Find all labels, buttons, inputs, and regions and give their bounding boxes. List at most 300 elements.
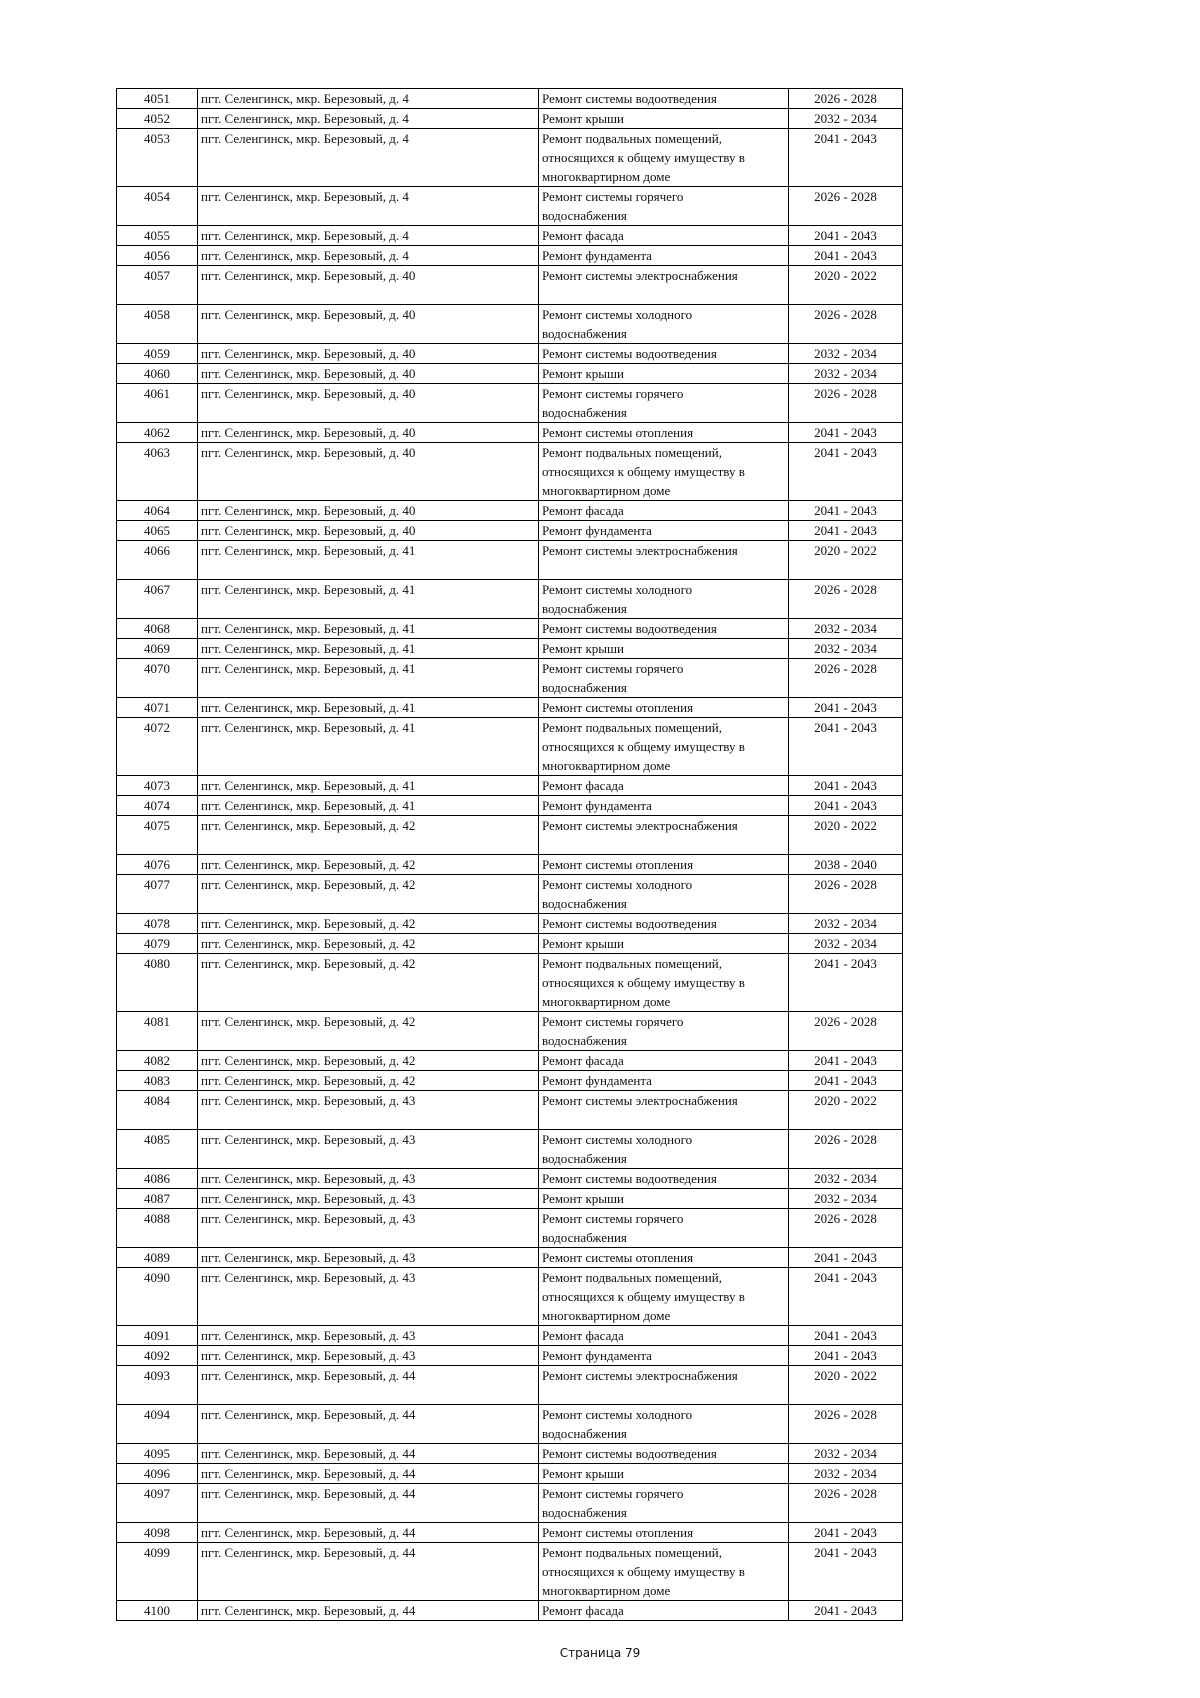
work-type-cell <box>539 1523 789 1543</box>
work-type-line: водоснабжения <box>542 1230 627 1245</box>
period-cell: 2026 - 2028 <box>789 1012 903 1051</box>
work-type-line: Ремонт крыши <box>542 936 624 951</box>
work-type-line: Ремонт подвальных помещений, <box>542 445 722 460</box>
table-row <box>117 816 903 855</box>
table-row <box>117 1012 903 1051</box>
work-type-line: Ремонт системы отопления <box>542 700 694 715</box>
work-type-line: относящихся к общему имуществу в <box>542 739 745 754</box>
work-type-cell <box>539 796 789 816</box>
table-row <box>117 1464 903 1484</box>
period-cell: 2032 - 2034 <box>789 1444 903 1464</box>
period-cell: 2032 - 2034 <box>789 1464 903 1484</box>
row-number: 4053 <box>117 129 198 187</box>
work-type-line: Ремонт фундамента <box>542 798 652 813</box>
row-number: 4096 <box>117 1464 198 1484</box>
period-cell: 2026 - 2028 <box>789 384 903 423</box>
work-type-line: водоснабжения <box>542 208 627 223</box>
work-type-line <box>542 285 785 304</box>
address-cell: пгт. Селенгинск, мкр. Березовый, д. 42 <box>198 1071 539 1091</box>
work-type-cell <box>539 344 789 364</box>
table-row <box>117 619 903 639</box>
work-type-line: Ремонт крыши <box>542 1466 624 1481</box>
row-number: 4089 <box>117 1248 198 1268</box>
work-type-line: Ремонт фундамента <box>542 523 652 538</box>
work-type-line: Ремонт системы водоотведения <box>542 916 717 931</box>
row-number: 4077 <box>117 875 198 914</box>
period-cell: 2041 - 2043 <box>789 1543 903 1601</box>
row-number: 4069 <box>117 639 198 659</box>
row-number: 4052 <box>117 109 198 129</box>
row-number: 4094 <box>117 1405 198 1444</box>
period-cell: 2041 - 2043 <box>789 1346 903 1366</box>
period-cell: 2020 - 2022 <box>789 1366 903 1405</box>
row-number: 4078 <box>117 914 198 934</box>
work-type-cell <box>539 187 789 226</box>
work-type-line: Ремонт фасада <box>542 503 624 518</box>
period-cell: 2041 - 2043 <box>789 776 903 796</box>
work-type-cell <box>539 226 789 246</box>
table-row <box>117 423 903 443</box>
address-cell: пгт. Селенгинск, мкр. Березовый, д. 41 <box>198 698 539 718</box>
period-cell: 2026 - 2028 <box>789 187 903 226</box>
work-type-line: водоснабжения <box>542 1426 627 1441</box>
work-type-line: относящихся к общему имуществу в <box>542 975 745 990</box>
period-cell: 2026 - 2028 <box>789 659 903 698</box>
work-type-line: Ремонт системы отопления <box>542 425 694 440</box>
work-type-cell <box>539 364 789 384</box>
address-cell: пгт. Селенгинск, мкр. Березовый, д. 43 <box>198 1130 539 1169</box>
row-number: 4091 <box>117 1326 198 1346</box>
table-row <box>117 914 903 934</box>
work-type-cell <box>539 954 789 1012</box>
row-number: 4100 <box>117 1601 198 1621</box>
period-cell: 2041 - 2043 <box>789 521 903 541</box>
work-type-cell <box>539 109 789 129</box>
work-type-cell <box>539 659 789 698</box>
work-type-line <box>542 560 785 579</box>
row-number: 4070 <box>117 659 198 698</box>
address-cell: пгт. Селенгинск, мкр. Березовый, д. 4 <box>198 89 539 109</box>
table-row <box>117 659 903 698</box>
address-cell: пгт. Селенгинск, мкр. Березовый, д. 42 <box>198 1051 539 1071</box>
table-row <box>117 1130 903 1169</box>
work-type-line: Ремонт системы холодного <box>542 307 693 322</box>
row-number: 4080 <box>117 954 198 1012</box>
address-cell: пгт. Селенгинск, мкр. Березовый, д. 44 <box>198 1601 539 1621</box>
work-type-line: Ремонт подвальных помещений, <box>542 131 722 146</box>
work-type-cell <box>539 1248 789 1268</box>
period-cell: 2041 - 2043 <box>789 698 903 718</box>
period-cell: 2032 - 2034 <box>789 344 903 364</box>
work-type-cell <box>539 698 789 718</box>
work-type-line: Ремонт системы отопления <box>542 1250 694 1265</box>
work-type-line: Ремонт фасада <box>542 228 624 243</box>
table-row <box>117 1484 903 1523</box>
period-cell: 2038 - 2040 <box>789 855 903 875</box>
table-row <box>117 226 903 246</box>
row-number: 4093 <box>117 1366 198 1405</box>
row-number: 4099 <box>117 1543 198 1601</box>
table-row <box>117 855 903 875</box>
table-row <box>117 1209 903 1248</box>
work-type-cell <box>539 1484 789 1523</box>
work-type-line: Ремонт системы водоотведения <box>542 1171 717 1186</box>
work-type-line: Ремонт фасада <box>542 1603 624 1618</box>
work-type-cell <box>539 129 789 187</box>
address-cell: пгт. Селенгинск, мкр. Березовый, д. 40 <box>198 305 539 344</box>
work-type-cell <box>539 855 789 875</box>
row-number: 4060 <box>117 364 198 384</box>
work-type-line: водоснабжения <box>542 601 627 616</box>
work-type-cell <box>539 501 789 521</box>
work-type-line: Ремонт системы электроснабжения <box>542 268 738 283</box>
table-row <box>117 1405 903 1444</box>
period-cell: 2041 - 2043 <box>789 1248 903 1268</box>
work-type-cell <box>539 1071 789 1091</box>
table-row <box>117 521 903 541</box>
work-type-cell <box>539 914 789 934</box>
table-row <box>117 541 903 580</box>
work-type-line: Ремонт крыши <box>542 366 624 381</box>
table-row <box>117 1169 903 1189</box>
address-cell: пгт. Селенгинск, мкр. Березовый, д. 41 <box>198 619 539 639</box>
work-type-line: многоквартирном доме <box>542 483 671 498</box>
address-cell: пгт. Селенгинск, мкр. Березовый, д. 44 <box>198 1444 539 1464</box>
work-type-cell <box>539 384 789 423</box>
address-cell: пгт. Селенгинск, мкр. Березовый, д. 42 <box>198 855 539 875</box>
page-number: Страница 79 <box>559 1646 641 1660</box>
table-row <box>117 501 903 521</box>
work-type-line: водоснабжения <box>542 1033 627 1048</box>
table-row <box>117 443 903 501</box>
address-cell: пгт. Селенгинск, мкр. Березовый, д. 4 <box>198 129 539 187</box>
table-row <box>117 305 903 344</box>
work-type-cell <box>539 816 789 855</box>
work-type-line <box>542 1110 785 1129</box>
period-cell: 2032 - 2034 <box>789 934 903 954</box>
address-cell: пгт. Селенгинск, мкр. Березовый, д. 4 <box>198 109 539 129</box>
work-type-cell <box>539 443 789 501</box>
table-body <box>117 89 903 1621</box>
period-cell: 2041 - 2043 <box>789 1601 903 1621</box>
row-number: 4074 <box>117 796 198 816</box>
row-number: 4082 <box>117 1051 198 1071</box>
address-cell: пгт. Селенгинск, мкр. Березовый, д. 40 <box>198 266 539 305</box>
table-row <box>117 1189 903 1209</box>
table-row <box>117 89 903 109</box>
period-cell: 2026 - 2028 <box>789 875 903 914</box>
work-type-line: Ремонт системы горячего <box>542 386 684 401</box>
work-type-cell <box>539 1326 789 1346</box>
work-type-line: Ремонт системы отопления <box>542 857 694 872</box>
period-cell: 2032 - 2034 <box>789 619 903 639</box>
repair-schedule-table <box>116 88 903 1621</box>
row-number: 4085 <box>117 1130 198 1169</box>
work-type-line: Ремонт системы электроснабжения <box>542 1093 738 1108</box>
work-type-line: относящихся к общему имуществу в <box>542 1564 745 1579</box>
row-number: 4058 <box>117 305 198 344</box>
address-cell: пгт. Селенгинск, мкр. Березовый, д. 41 <box>198 718 539 776</box>
table-row <box>117 109 903 129</box>
work-type-line: Ремонт фасада <box>542 1053 624 1068</box>
row-number: 4067 <box>117 580 198 619</box>
table-row <box>117 364 903 384</box>
period-cell: 2041 - 2043 <box>789 1268 903 1326</box>
period-cell: 2041 - 2043 <box>789 1051 903 1071</box>
period-cell: 2026 - 2028 <box>789 305 903 344</box>
row-number: 4097 <box>117 1484 198 1523</box>
row-number: 4065 <box>117 521 198 541</box>
work-type-cell <box>539 776 789 796</box>
table-row <box>117 875 903 914</box>
work-type-cell <box>539 1464 789 1484</box>
work-type-line: многоквартирном доме <box>542 994 671 1009</box>
address-cell: пгт. Селенгинск, мкр. Березовый, д. 42 <box>198 816 539 855</box>
work-type-line: относящихся к общему имуществу в <box>542 1289 745 1304</box>
row-number: 4090 <box>117 1268 198 1326</box>
period-cell: 2026 - 2028 <box>789 1130 903 1169</box>
address-cell: пгт. Селенгинск, мкр. Березовый, д. 40 <box>198 443 539 501</box>
work-type-line: Ремонт системы электроснабжения <box>542 543 738 558</box>
work-type-cell <box>539 1091 789 1130</box>
work-type-line: Ремонт фундамента <box>542 248 652 263</box>
work-type-cell <box>539 266 789 305</box>
period-cell: 2032 - 2034 <box>789 1189 903 1209</box>
period-cell: 2041 - 2043 <box>789 954 903 1012</box>
row-number: 4064 <box>117 501 198 521</box>
period-cell: 2041 - 2043 <box>789 718 903 776</box>
address-cell: пгт. Селенгинск, мкр. Березовый, д. 42 <box>198 1012 539 1051</box>
period-cell: 2041 - 2043 <box>789 226 903 246</box>
address-cell: пгт. Селенгинск, мкр. Березовый, д. 40 <box>198 384 539 423</box>
period-cell: 2041 - 2043 <box>789 246 903 266</box>
period-cell: 2041 - 2043 <box>789 423 903 443</box>
address-cell: пгт. Селенгинск, мкр. Березовый, д. 43 <box>198 1346 539 1366</box>
work-type-line: Ремонт системы отопления <box>542 1525 694 1540</box>
table-row <box>117 1601 903 1621</box>
row-number: 4061 <box>117 384 198 423</box>
work-type-cell <box>539 639 789 659</box>
work-type-cell <box>539 423 789 443</box>
work-type-cell <box>539 1209 789 1248</box>
table-row <box>117 934 903 954</box>
work-type-line: водоснабжения <box>542 896 627 911</box>
work-type-cell <box>539 718 789 776</box>
work-type-cell <box>539 1130 789 1169</box>
table-row <box>117 1268 903 1326</box>
period-cell: 2020 - 2022 <box>789 1091 903 1130</box>
address-cell: пгт. Селенгинск, мкр. Березовый, д. 42 <box>198 934 539 954</box>
address-cell: пгт. Селенгинск, мкр. Березовый, д. 42 <box>198 914 539 934</box>
work-type-cell <box>539 1169 789 1189</box>
period-cell: 2032 - 2034 <box>789 639 903 659</box>
address-cell: пгт. Селенгинск, мкр. Березовый, д. 44 <box>198 1484 539 1523</box>
work-type-line: многоквартирном доме <box>542 758 671 773</box>
address-cell: пгт. Селенгинск, мкр. Березовый, д. 41 <box>198 659 539 698</box>
address-cell: пгт. Селенгинск, мкр. Березовый, д. 43 <box>198 1326 539 1346</box>
work-type-line: водоснабжения <box>542 680 627 695</box>
address-cell: пгт. Селенгинск, мкр. Березовый, д. 40 <box>198 501 539 521</box>
work-type-line: Ремонт крыши <box>542 111 624 126</box>
period-cell: 2041 - 2043 <box>789 129 903 187</box>
address-cell: пгт. Селенгинск, мкр. Березовый, д. 43 <box>198 1091 539 1130</box>
work-type-cell <box>539 521 789 541</box>
work-type-line <box>542 835 785 854</box>
period-cell: 2020 - 2022 <box>789 266 903 305</box>
address-cell: пгт. Селенгинск, мкр. Березовый, д. 44 <box>198 1543 539 1601</box>
table-row <box>117 954 903 1012</box>
period-cell: 2026 - 2028 <box>789 1405 903 1444</box>
row-number: 4092 <box>117 1346 198 1366</box>
work-type-cell <box>539 875 789 914</box>
work-type-line <box>542 1385 785 1404</box>
row-number: 4073 <box>117 776 198 796</box>
table-row <box>117 698 903 718</box>
row-number: 4066 <box>117 541 198 580</box>
period-cell: 2032 - 2034 <box>789 109 903 129</box>
work-type-cell <box>539 934 789 954</box>
work-type-line: Ремонт фасада <box>542 1328 624 1343</box>
work-type-cell <box>539 1346 789 1366</box>
work-type-line: Ремонт системы холодного <box>542 582 693 597</box>
work-type-cell <box>539 1543 789 1601</box>
row-number: 4084 <box>117 1091 198 1130</box>
work-type-cell <box>539 305 789 344</box>
work-type-cell <box>539 246 789 266</box>
row-number: 4051 <box>117 89 198 109</box>
period-cell: 2041 - 2043 <box>789 443 903 501</box>
address-cell: пгт. Селенгинск, мкр. Березовый, д. 4 <box>198 187 539 226</box>
period-cell: 2041 - 2043 <box>789 1326 903 1346</box>
table-row <box>117 776 903 796</box>
row-number: 4057 <box>117 266 198 305</box>
table-row <box>117 129 903 187</box>
address-cell: пгт. Селенгинск, мкр. Березовый, д. 40 <box>198 423 539 443</box>
work-type-line: Ремонт системы горячего <box>542 189 684 204</box>
work-type-line: многоквартирном доме <box>542 169 671 184</box>
row-number: 4063 <box>117 443 198 501</box>
work-type-line: Ремонт системы горячего <box>542 1014 684 1029</box>
work-type-line: Ремонт системы электроснабжения <box>542 818 738 833</box>
table-row <box>117 1366 903 1405</box>
row-number: 4083 <box>117 1071 198 1091</box>
work-type-line: водоснабжения <box>542 1151 627 1166</box>
address-cell: пгт. Селенгинск, мкр. Березовый, д. 40 <box>198 344 539 364</box>
work-type-line: Ремонт системы горячего <box>542 1486 684 1501</box>
address-cell: пгт. Селенгинск, мкр. Березовый, д. 41 <box>198 796 539 816</box>
work-type-cell <box>539 1444 789 1464</box>
row-number: 4068 <box>117 619 198 639</box>
work-type-line: Ремонт системы водоотведения <box>542 91 717 106</box>
row-number: 4081 <box>117 1012 198 1051</box>
work-type-cell <box>539 619 789 639</box>
work-type-line: Ремонт системы горячего <box>542 661 684 676</box>
address-cell: пгт. Селенгинск, мкр. Березовый, д. 41 <box>198 639 539 659</box>
work-type-cell <box>539 1601 789 1621</box>
work-type-cell <box>539 1366 789 1405</box>
row-number: 4079 <box>117 934 198 954</box>
work-type-line: Ремонт подвальных помещений, <box>542 1270 722 1285</box>
address-cell: пгт. Селенгинск, мкр. Березовый, д. 4 <box>198 246 539 266</box>
address-cell: пгт. Селенгинск, мкр. Березовый, д. 43 <box>198 1189 539 1209</box>
address-cell: пгт. Селенгинск, мкр. Березовый, д. 43 <box>198 1268 539 1326</box>
work-type-line: Ремонт подвальных помещений, <box>542 720 722 735</box>
work-type-line: Ремонт системы холодного <box>542 1132 693 1147</box>
address-cell: пгт. Селенгинск, мкр. Березовый, д. 44 <box>198 1405 539 1444</box>
address-cell: пгт. Селенгинск, мкр. Березовый, д. 42 <box>198 954 539 1012</box>
address-cell: пгт. Селенгинск, мкр. Березовый, д. 43 <box>198 1169 539 1189</box>
table-row <box>117 266 903 305</box>
period-cell: 2041 - 2043 <box>789 501 903 521</box>
table-row <box>117 246 903 266</box>
work-type-line: Ремонт системы холодного <box>542 877 693 892</box>
work-type-line: водоснабжения <box>542 405 627 420</box>
address-cell: пгт. Селенгинск, мкр. Березовый, д. 43 <box>198 1209 539 1248</box>
work-type-cell <box>539 1405 789 1444</box>
period-cell: 2026 - 2028 <box>789 1484 903 1523</box>
table-row <box>117 796 903 816</box>
work-type-line: Ремонт крыши <box>542 641 624 656</box>
address-cell: пгт. Селенгинск, мкр. Березовый, д. 42 <box>198 875 539 914</box>
work-type-cell <box>539 1012 789 1051</box>
period-cell: 2020 - 2022 <box>789 541 903 580</box>
row-number: 4054 <box>117 187 198 226</box>
work-type-line: Ремонт системы горячего <box>542 1211 684 1226</box>
table-row <box>117 1543 903 1601</box>
row-number: 4086 <box>117 1169 198 1189</box>
work-type-line: многоквартирном доме <box>542 1308 671 1323</box>
period-cell: 2032 - 2034 <box>789 1169 903 1189</box>
row-number: 4095 <box>117 1444 198 1464</box>
work-type-line: Ремонт системы электроснабжения <box>542 1368 738 1383</box>
row-number: 4088 <box>117 1209 198 1248</box>
period-cell: 2020 - 2022 <box>789 816 903 855</box>
row-number: 4072 <box>117 718 198 776</box>
work-type-cell <box>539 541 789 580</box>
work-type-cell <box>539 1051 789 1071</box>
table-row <box>117 639 903 659</box>
address-cell: пгт. Селенгинск, мкр. Березовый, д. 44 <box>198 1366 539 1405</box>
address-cell: пгт. Селенгинск, мкр. Березовый, д. 41 <box>198 580 539 619</box>
work-type-line: Ремонт системы водоотведения <box>542 1446 717 1461</box>
table-row <box>117 580 903 619</box>
work-type-line: Ремонт подвальных помещений, <box>542 1545 722 1560</box>
row-number: 4059 <box>117 344 198 364</box>
address-cell: пгт. Селенгинск, мкр. Березовый, д. 40 <box>198 364 539 384</box>
work-type-line: относящихся к общему имуществу в <box>542 150 745 165</box>
work-type-line: водоснабжения <box>542 1505 627 1520</box>
work-type-line: многоквартирном доме <box>542 1583 671 1598</box>
work-type-line: Ремонт системы водоотведения <box>542 346 717 361</box>
table-row <box>117 384 903 423</box>
row-number: 4087 <box>117 1189 198 1209</box>
address-cell: пгт. Селенгинск, мкр. Березовый, д. 41 <box>198 541 539 580</box>
period-cell: 2026 - 2028 <box>789 1209 903 1248</box>
address-cell: пгт. Селенгинск, мкр. Березовый, д. 43 <box>198 1248 539 1268</box>
work-type-cell <box>539 1189 789 1209</box>
period-cell: 2041 - 2043 <box>789 796 903 816</box>
table-row <box>117 1326 903 1346</box>
period-cell: 2032 - 2034 <box>789 914 903 934</box>
work-type-line: Ремонт подвальных помещений, <box>542 956 722 971</box>
row-number: 4055 <box>117 226 198 246</box>
period-cell: 2041 - 2043 <box>789 1071 903 1091</box>
address-cell: пгт. Селенгинск, мкр. Березовый, д. 40 <box>198 521 539 541</box>
address-cell: пгт. Селенгинск, мкр. Березовый, д. 41 <box>198 776 539 796</box>
row-number: 4075 <box>117 816 198 855</box>
table-row <box>117 344 903 364</box>
address-cell: пгт. Селенгинск, мкр. Березовый, д. 44 <box>198 1523 539 1543</box>
